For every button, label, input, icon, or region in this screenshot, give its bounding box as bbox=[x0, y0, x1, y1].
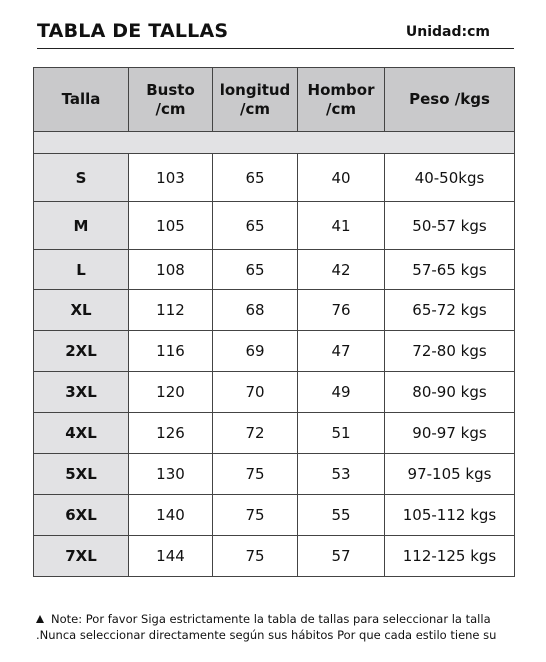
size-table bbox=[33, 67, 515, 577]
longitud-cell: 75 bbox=[213, 495, 298, 536]
hombro-cell: 53 bbox=[298, 454, 385, 495]
busto-cell: 144 bbox=[129, 536, 213, 577]
hombro-cell: 41 bbox=[298, 202, 385, 250]
table-row bbox=[34, 290, 515, 331]
col-header-hombro bbox=[298, 68, 385, 132]
longitud-cell: 72 bbox=[213, 413, 298, 454]
col-header-line1: Peso /kgs bbox=[409, 90, 490, 108]
col-header-line2: /cm bbox=[326, 99, 356, 118]
size-cell: S bbox=[34, 154, 129, 202]
col-header-peso bbox=[385, 68, 515, 132]
busto-cell: 130 bbox=[129, 454, 213, 495]
busto-cell: 112 bbox=[129, 290, 213, 331]
peso-cell: 112-125 kgs bbox=[385, 536, 515, 577]
hombro-cell: 40 bbox=[298, 154, 385, 202]
busto-cell: 126 bbox=[129, 413, 213, 454]
col-header-line2: /cm bbox=[155, 99, 186, 118]
peso-cell: 65-72 kgs bbox=[385, 290, 515, 331]
table-row bbox=[34, 250, 515, 290]
col-header-line1: longitud bbox=[219, 80, 291, 99]
note-line-1 bbox=[36, 611, 536, 627]
peso-cell: 57-65 kgs bbox=[385, 250, 515, 290]
peso-cell: 97-105 kgs bbox=[385, 454, 515, 495]
peso-cell: 72-80 kgs bbox=[385, 331, 515, 372]
col-header-longitud bbox=[213, 68, 298, 132]
table-row bbox=[34, 372, 515, 413]
peso-cell: 105-112 kgs bbox=[385, 495, 515, 536]
peso-cell: 50-57 kgs bbox=[385, 202, 515, 250]
size-cell: 7XL bbox=[34, 536, 129, 577]
note-line-2: .Nunca seleccionar directamente según sus hábitos Por que cada estilo tiene su bbox=[36, 628, 497, 642]
table-row bbox=[34, 331, 515, 372]
note-text bbox=[36, 611, 536, 643]
table-row bbox=[34, 202, 515, 250]
longitud-cell: 65 bbox=[213, 202, 298, 250]
size-cell: L bbox=[34, 250, 129, 290]
size-cell: 2XL bbox=[34, 331, 129, 372]
longitud-cell: 75 bbox=[213, 536, 298, 577]
spacer-cell bbox=[34, 132, 515, 154]
table-row bbox=[34, 413, 515, 454]
col-header-line1: Busto bbox=[146, 80, 195, 99]
longitud-cell: 65 bbox=[213, 250, 298, 290]
page-title: TABLA DE TALLAS bbox=[37, 20, 229, 42]
unit-label: Unidad:cm bbox=[405, 24, 490, 40]
size-cell: 4XL bbox=[34, 413, 129, 454]
table-row bbox=[34, 536, 515, 577]
busto-cell: 105 bbox=[129, 202, 213, 250]
note-line-1-text: Note: Por favor Siga estrictamente la tabla de tallas para seleccionar la talla bbox=[51, 612, 491, 626]
table-row bbox=[34, 454, 515, 495]
col-header-line1: Talla bbox=[61, 90, 101, 108]
longitud-cell: 69 bbox=[213, 331, 298, 372]
peso-cell: 80-90 kgs bbox=[385, 372, 515, 413]
col-header-busto bbox=[129, 68, 213, 132]
table-row bbox=[34, 154, 515, 202]
hombro-cell: 51 bbox=[298, 413, 385, 454]
hombro-cell: 55 bbox=[298, 495, 385, 536]
size-cell: 6XL bbox=[34, 495, 129, 536]
hombro-cell: 47 bbox=[298, 331, 385, 372]
col-header-talla bbox=[34, 68, 129, 132]
hombro-cell: 49 bbox=[298, 372, 385, 413]
size-cell: 3XL bbox=[34, 372, 129, 413]
size-cell: M bbox=[34, 202, 129, 250]
hombro-cell: 42 bbox=[298, 250, 385, 290]
chart-header bbox=[37, 16, 514, 49]
peso-cell: 40-50kgs bbox=[385, 154, 515, 202]
col-header-line1: Hombor bbox=[307, 80, 375, 99]
busto-cell: 108 bbox=[129, 250, 213, 290]
busto-cell: 103 bbox=[129, 154, 213, 202]
peso-cell: 90-97 kgs bbox=[385, 413, 515, 454]
longitud-cell: 70 bbox=[213, 372, 298, 413]
hombro-cell: 76 bbox=[298, 290, 385, 331]
spacer-row bbox=[34, 132, 515, 154]
size-cell: XL bbox=[34, 290, 129, 331]
busto-cell: 120 bbox=[129, 372, 213, 413]
busto-cell: 116 bbox=[129, 331, 213, 372]
col-header-line2: /cm bbox=[240, 99, 270, 118]
busto-cell: 140 bbox=[129, 495, 213, 536]
header-row bbox=[34, 68, 515, 132]
triangle-up-icon bbox=[36, 615, 44, 623]
longitud-cell: 75 bbox=[213, 454, 298, 495]
longitud-cell: 65 bbox=[213, 154, 298, 202]
table-row bbox=[34, 495, 515, 536]
hombro-cell: 57 bbox=[298, 536, 385, 577]
size-cell: 5XL bbox=[34, 454, 129, 495]
longitud-cell: 68 bbox=[213, 290, 298, 331]
